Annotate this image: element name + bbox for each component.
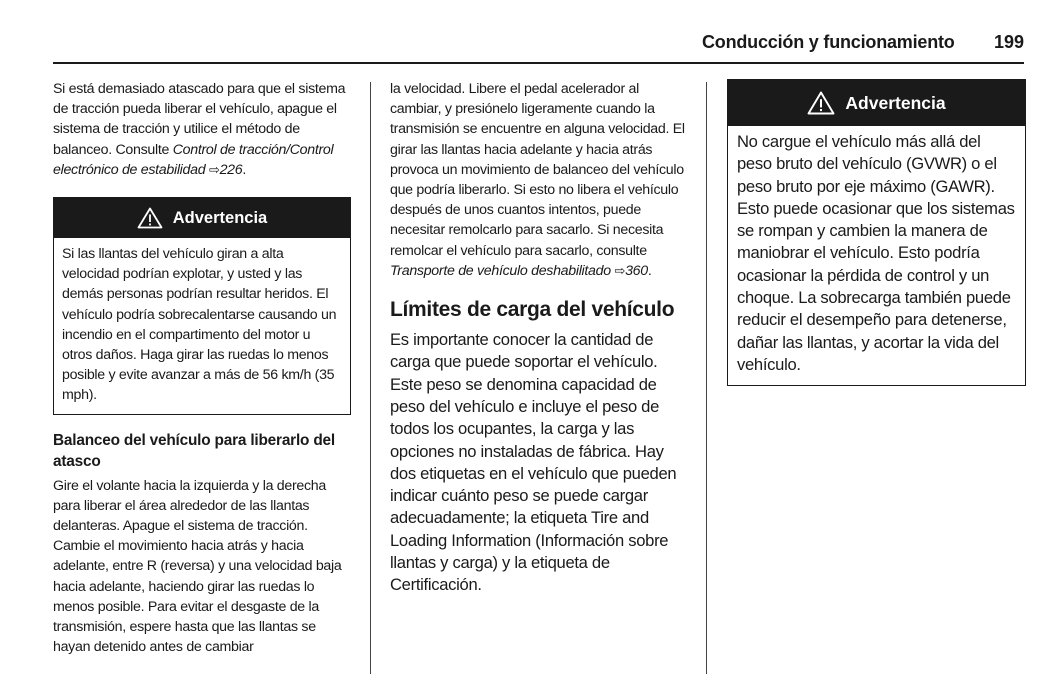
warning-box-traction [53, 197, 351, 415]
load-limits-paragraph: Es importante conocer la cantidad de carga que puede soportar el vehículo. Este peso se denomina capacidad de peso del vehículo e incluye el peso de todos los ocupantes, la carga y las opciones no instaladas de fábrica. Hay dos etiquetas en el vehículo que pueden indicar cuánto peso se puede cargar adecuadamente; la etiqueta Tire and Loading Information (Información sobre llantas y carga) y la etiqueta de Certificación. [390, 330, 677, 595]
arrow-right-icon: ⇨ [208, 161, 220, 177]
intro-cross-reference: Control de tracción/Control electrónico de estabilidad [53, 141, 334, 178]
column-2 [390, 79, 690, 597]
intro-text: Si está demasiado atascado para que el sistema de tracción pueda liberar el vehículo, apague el sistema de tracción y utilice el método de balanceo. Consulte [53, 81, 346, 158]
warning-body: Si las llantas del vehículo giran a alta velocidad podrían explotar, y usted y las demás personas podrían resultar heridos. El vehículo podría sobrecalentarse causando un incendio en el compartimento del motor u otros daños. Haga girar las ruedas lo menos posible y evite avanzar a más de 56 km/h (35 mph). [62, 246, 337, 404]
rocking-paragraph: Gire el volante hacia la izquierda y la derecha para liberar el área alrededor de las llantas delanteras. Apague el sistema de tracción. Cambie el movimiento hacia atrás y hacia adelante, entre R (reversa) y una velocidad baja hacia adelante, haciendo girar las ruedas lo menos posible. Para evitar el desgaste de la transmisión, espere hasta que las llantas se hayan detenido antes de cambiar [53, 477, 342, 656]
continued-paragraph [390, 79, 690, 281]
intro-reference-page: 226 [219, 161, 243, 178]
continued-end: . [647, 262, 652, 279]
column-1 [53, 79, 354, 657]
intro-end: . [242, 161, 246, 178]
continued-cross-reference: Transporte de vehículo deshabilitado [390, 262, 611, 279]
page-number: 199 [993, 32, 1024, 52]
section-heading-load-limits: Límites de carga del vehículo [390, 298, 675, 322]
warning-body: No cargue el vehículo más allá del peso bruto del vehículo (GVWR) o el peso bruto por eje máximo (GAWR). Esto puede ocasionar que los sistemas se rompan y cambien la manera de maniobrar el vehículo. Esto podría ocasionar la pérdida de control y un choque. La sobrecarga también puede reducir el desempeño para detenerse, dañar las llantas, y acortar la vida del vehículo. [737, 132, 1015, 374]
continued-text: la velocidad. Libere el pedal acelerador al cambiar, y presiónelo ligeramente cuando la transmisión se encuentre en alguna velocidad. El girar las llantas hacia adelante y hacia atrás provoca un movimiento de balanceo del vehículo que podría liberarlo. Si esto no libera el vehículo después de unos cuantos intentos, puede necesitar remolcarlo para sacarlo. Si necesita remolcar el vehículo para sacarlo, consulte [390, 81, 685, 259]
subheading-rocking: Balanceo del vehículo para liberarlo del atasco [53, 431, 335, 470]
warning-triangle-icon [807, 91, 835, 115]
warning-box-overload [727, 79, 1026, 386]
continued-reference-page: 360 [625, 262, 648, 279]
arrow-right-icon: ⇨ [614, 262, 626, 278]
warning-title: Advertencia [845, 92, 946, 113]
column-divider-2 [706, 82, 707, 674]
column-3 [727, 79, 1026, 386]
warning-triangle-icon [137, 207, 163, 229]
running-header-title: Conducción y funcionamiento [702, 32, 955, 52]
warning-header [54, 198, 350, 238]
intro-paragraph [53, 79, 354, 180]
header-rule [53, 62, 1024, 64]
warning-title: Advertencia [172, 208, 268, 227]
warning-header [728, 80, 1025, 126]
column-divider-1 [370, 82, 371, 674]
